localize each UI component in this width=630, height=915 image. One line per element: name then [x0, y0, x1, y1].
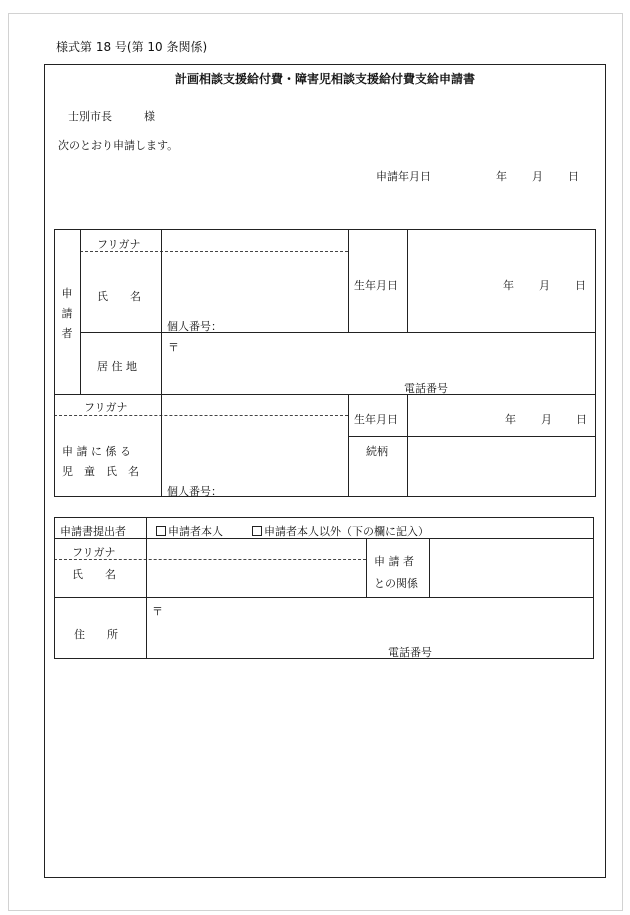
applicant-birth-day: 日: [575, 279, 586, 292]
submitter-option-self[interactable]: [156, 523, 223, 539]
applicant-birth-date-label: 生年月日: [354, 279, 398, 292]
child-birth-date-label: 生年月日: [354, 413, 398, 426]
child-birth-year: 年: [505, 413, 516, 426]
application-date-day: 日: [568, 170, 579, 183]
submitter-relation-label-line2: との関係: [374, 577, 418, 590]
application-date-month: 月: [532, 170, 543, 183]
application-date-label: 申請年月日: [376, 170, 431, 183]
child-relationship-label: 続柄: [366, 445, 388, 458]
form-number: 様式第 18 号(第 10 条関係): [56, 40, 208, 54]
applicant-address-label: 居 住 地: [97, 360, 137, 373]
applicant-postal-mark: 〒: [168, 341, 179, 354]
applicant-birth-year: 年: [503, 279, 514, 292]
child-birth-month: 月: [541, 413, 552, 426]
submitter-name-label: 氏 名: [72, 568, 116, 581]
submitter-postal-mark: 〒: [152, 605, 163, 618]
form-title: 計画相談支援給付費・障害児相談支援給付費支給申請書: [174, 72, 475, 86]
option-other-label: 申請者本人以外（下の欄に記入）: [264, 525, 429, 538]
addressee: 士別市長: [68, 110, 112, 123]
applicant-birth-month: 月: [539, 279, 550, 292]
applicant-phone-label: 電話番号: [404, 382, 448, 395]
intro-text: 次のとおり申請します。: [58, 139, 179, 152]
child-furigana-label: フリガナ: [84, 401, 128, 414]
child-birth-day: 日: [576, 413, 587, 426]
submitter-furigana-label: フリガナ: [72, 546, 116, 559]
submitter-address-label: 住 所: [74, 628, 118, 641]
application-date-year: 年: [496, 170, 507, 183]
applicant-personal-number-label: 個人番号：: [167, 320, 222, 333]
child-name-label-line2: 児 童 氏 名: [62, 465, 139, 478]
honorific: 様: [144, 110, 155, 123]
option-self-label: 申請者本人: [168, 525, 223, 538]
applicant-name-label: 氏 名: [97, 290, 141, 303]
submitter-phone-label: 電話番号: [388, 646, 432, 659]
checkbox-icon[interactable]: [156, 526, 166, 536]
submitter-label: 申請書提出者: [60, 525, 126, 538]
checkbox-icon[interactable]: [252, 526, 262, 536]
child-personal-number-label: 個人番号：: [167, 485, 222, 498]
child-name-label-line1: 申 請 に 係 る: [62, 445, 131, 458]
applicant-section-label: 申請者: [61, 287, 73, 340]
submitter-option-other[interactable]: [252, 523, 429, 539]
submitter-relation-label-line1: 申 請 者: [374, 555, 414, 568]
applicant-furigana-label: フリガナ: [97, 238, 141, 251]
